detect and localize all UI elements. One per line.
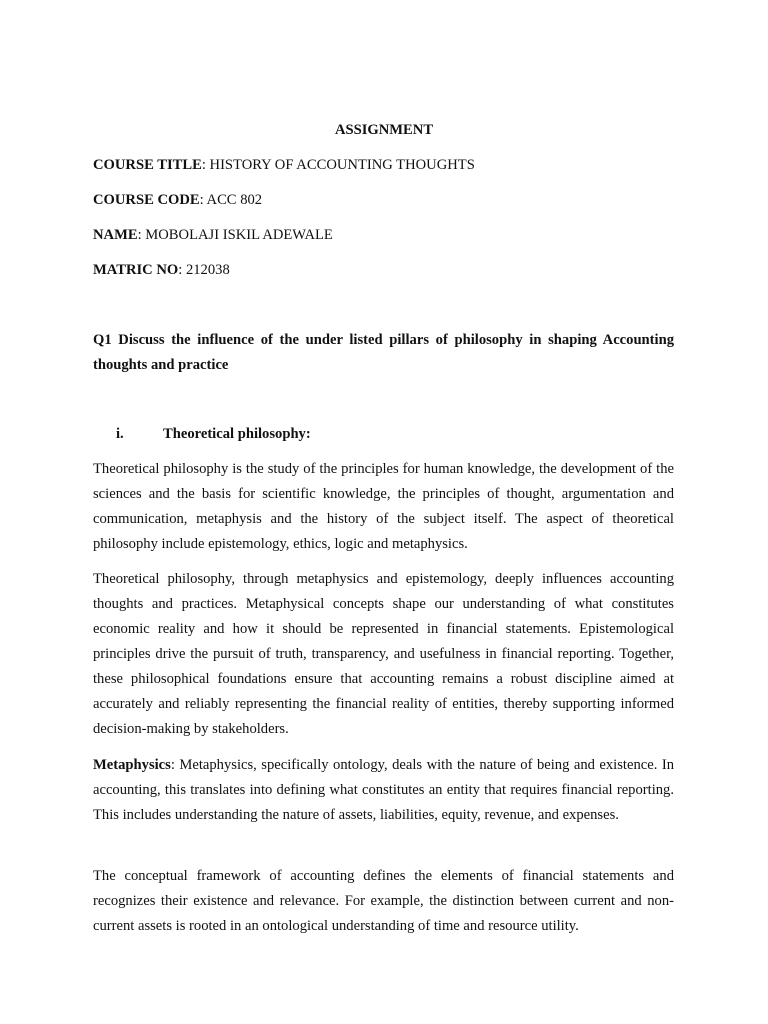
meta-label: COURSE TITLE bbox=[93, 157, 202, 173]
paragraph: The conceptual framework of accounting defines the elements of financial statements and recognizes their existence and relevance. For example, the distinction between current and non-current assets is rooted in an ontological understanding of time and resource utility. bbox=[93, 868, 674, 934]
paragraph: Theoretical philosophy, through metaphysics and epistemology, deeply influences accounting thoughts and practices. Metaphysical concepts shape our understanding of what constitutes economic reality and how it should be represented in financial statements. Epistemological principles drive the pursuit of truth, transparency, and usefulness in financial reporting. Together, these philosophical foundations ensure that accounting remains a robust discipline aimed at accurately and reliably representing the financial reality of entities, thereby supporting informed decision-making by stakeholders. bbox=[93, 571, 674, 737]
document-title: ASSIGNMENT bbox=[334, 122, 434, 138]
paragraph-text: : Metaphysics, specifically ontology, deals with the nature of being and existence. In accounting, this translates into defining what constitutes an entity that requires financial reporting. This includes understanding the nature of assets, liabilities, equity, revenue, and expenses. bbox=[93, 757, 674, 823]
meta-value: : 212038 bbox=[178, 262, 230, 278]
meta-name bbox=[93, 223, 674, 248]
meta-value: : ACC 802 bbox=[199, 192, 263, 208]
section-title: Theoretical philosophy: bbox=[163, 426, 311, 442]
meta-label: COURSE CODE bbox=[93, 192, 200, 208]
meta-course-title bbox=[93, 153, 674, 178]
paragraph: Theoretical philosophy is the study of the principles for human knowledge, the development of the sciences and the basis for scientific knowledge, the principles of thought, argumentation and communication, metaphysis and the history of the subject itself. The aspect of theoretical philosophy include epistemology, ethics, logic and metaphysics. bbox=[93, 461, 674, 552]
paragraph bbox=[93, 753, 674, 828]
meta-course-code bbox=[93, 188, 674, 213]
paragraph-term: Metaphysics bbox=[93, 757, 171, 773]
meta-matric-no bbox=[93, 258, 674, 283]
meta-label: NAME bbox=[93, 227, 138, 243]
question-heading: Q1 Discuss the influence of the under listed pillars of philosophy in shaping Accounting thoughts and practice bbox=[93, 332, 674, 373]
section-heading bbox=[93, 422, 674, 447]
meta-value: : MOBOLAJI ISKIL ADEWALE bbox=[137, 227, 333, 243]
section-number: i. bbox=[116, 426, 124, 442]
meta-value: : HISTORY OF ACCOUNTING THOUGHTS bbox=[201, 157, 475, 173]
meta-label: MATRIC NO bbox=[93, 262, 179, 278]
